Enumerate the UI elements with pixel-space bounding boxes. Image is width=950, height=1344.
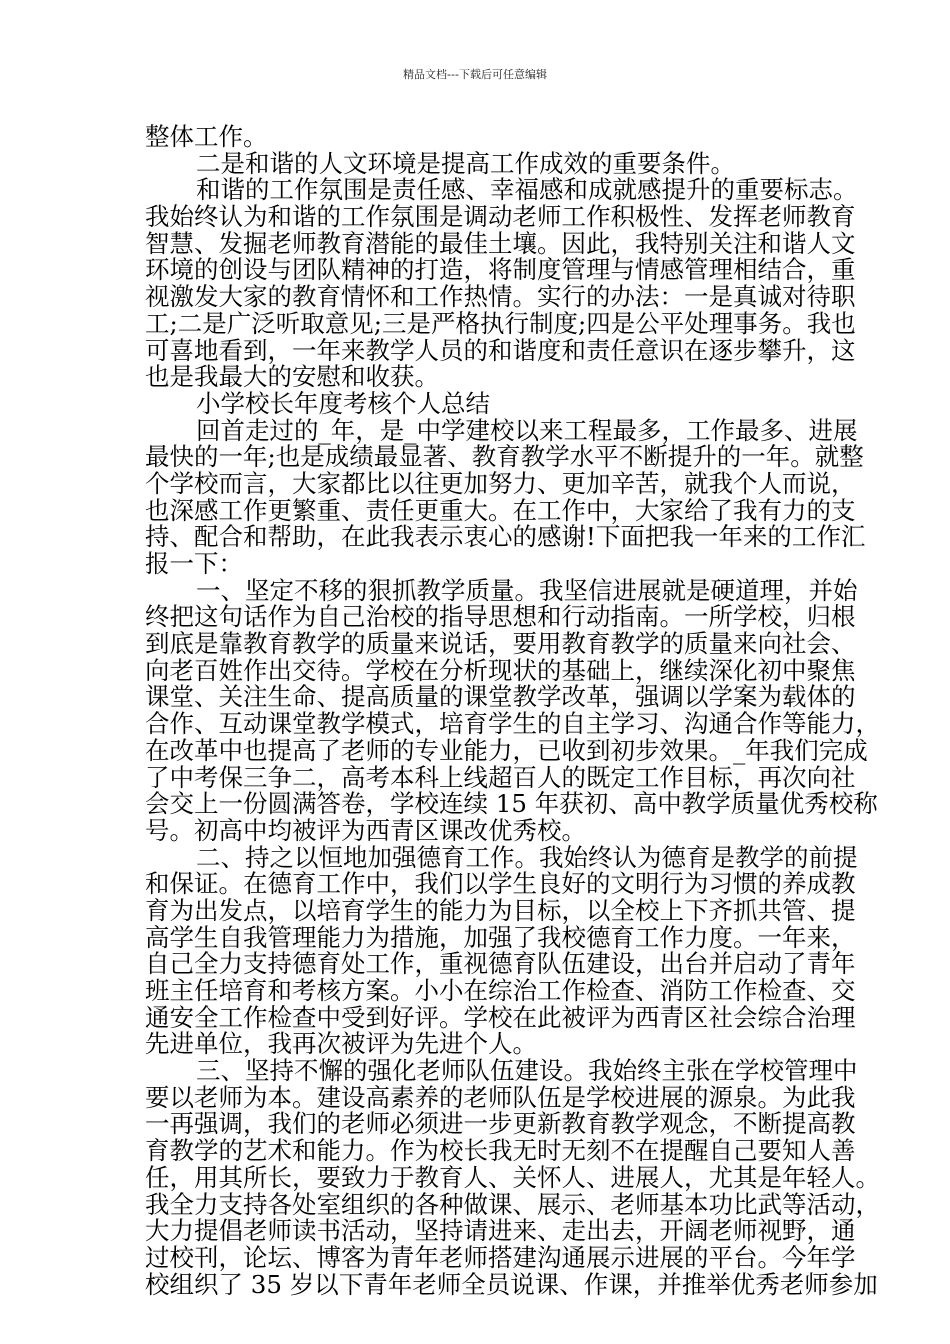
text-line: 到底是靠教育教学的质量来说话，要用教育教学的质量来向社会、 bbox=[145, 629, 856, 659]
text-line: 向老百姓作出交待。学校在分析现状的基础上，继续深化初中聚焦 bbox=[145, 655, 856, 685]
text-line: 二、持之以恒地加强德育工作。我始终认为德育是教学的前提 bbox=[196, 842, 858, 872]
text-line: 我始终认为和谐的工作氛围是调动老师工作积极性、发挥老师教育 bbox=[145, 202, 856, 232]
text-line: 也是我最大的安慰和收获。 bbox=[145, 362, 439, 392]
document-body bbox=[145, 122, 880, 1299]
text-line: 一、坚定不移的狠抓教学质量。我坚信进展就是硬道理，并始 bbox=[196, 575, 858, 605]
text-line: 视激发大家的教育情怀和工作热情。实行的办法：一是真诚对待职 bbox=[145, 282, 856, 312]
text-line: 任，用其所长，要致力于教育人、关怀人、进展人，尤其是年轻人。 bbox=[145, 1162, 880, 1192]
text-line: 班主任培育和考核方案。小小在综治工作检查、消防工作检查、交 bbox=[145, 976, 856, 1005]
text-line: 二是和谐的人文环境是提高工作成效的重要条件。 bbox=[196, 148, 735, 178]
text-line: 环境的创设与团队精神的打造，将制度管理与情感管理相结合，重 bbox=[145, 255, 856, 285]
text-line: 要以老师为本。建设高素养的老师队伍是学校进展的源泉。为此我 bbox=[145, 1082, 856, 1112]
text-line: 育为出发点，以培育学生的能力为目标，以全校上下齐抓共管、提 bbox=[145, 895, 856, 925]
text-line: 持、配合和帮助，在此我表示衷心的感谢!下面把我一年来的工作汇 bbox=[145, 522, 866, 552]
text-line: 号。初高中均被评为西青区课改优秀校。 bbox=[145, 815, 586, 845]
text-line: 会交上一份圆满答卷，学校连续 15 年获初、高中教学质量优秀校称 bbox=[145, 789, 878, 819]
text-line: 整体工作。 bbox=[145, 122, 268, 151]
text-line: 大力提倡老师读书活动，坚持请进来、走出去，开阔老师视野，通 bbox=[145, 1216, 856, 1246]
text-line: 校组织了 35 岁以下青年老师全员说课、作课，并推举优秀老师参加 bbox=[145, 1269, 878, 1299]
text-line: 智慧、发掘老师教育潜能的最佳土壤。因此，我特别关注和谐人文 bbox=[145, 228, 856, 258]
text-line: 和保证。在德育工作中，我们以学生良好的文明行为习惯的养成教 bbox=[145, 869, 856, 899]
text-line: 了中考保三争二，高考本科上线超百人的既定工作目标，再次向社 bbox=[145, 762, 856, 792]
text-line: 过校刊，论坛、博客为青年老师搭建沟通展示进展的平台。今年学 bbox=[145, 1242, 856, 1272]
text-line: 在改革中也提高了老师的专业能力，已收到初步效果。_年我们完成 bbox=[145, 735, 868, 765]
text-line: 自己全力支持德育处工作，重视德育队伍建设，出台并启动了青年 bbox=[145, 949, 856, 979]
text-line: 三、坚持不懈的强化老师队伍建设。我始终主张在学校管理中 bbox=[196, 1056, 858, 1086]
text-line: 先进单位，我再次被评为先进个人。 bbox=[145, 1029, 537, 1059]
text-line: 报一下： bbox=[145, 549, 243, 578]
text-line: 也深感工作更繁重、责任更重大。在工作中，大家给了我有力的支 bbox=[145, 495, 856, 525]
text-line: 个学校而言，大家都比以往更加努力、更加辛苦，就我个人而说， bbox=[145, 468, 856, 498]
text-line: 高学生自我管理能力为措施，加强了我校德育工作力度。一年来， bbox=[145, 922, 856, 952]
text-line: 通安全工作检查中受到好评。学校在此被评为西青区社会综合治理 bbox=[145, 1002, 856, 1032]
text-line: 一再强调，我们的老师必须进一步更新教育教学观念，不断提高教 bbox=[145, 1109, 856, 1139]
text-line: 可喜地看到，一年来教学人员的和谐度和责任意识在逐步攀升，这 bbox=[145, 335, 856, 365]
text-line: 小学校长年度考核个人总结 bbox=[196, 388, 490, 418]
text-line: 工;二是广泛听取意见;三是严格执行制度;四是公平处理事务。我也 bbox=[145, 308, 856, 338]
text-line: 育教学的艺术和能力。作为校长我无时无刻不在提醒自己要知人善 bbox=[145, 1136, 856, 1166]
text-line: 我全力支持各处室组织的各种做课、展示、老师基本功比武等活动， bbox=[145, 1189, 880, 1219]
text-line: 回首走过的_年，是_中学建校以来工程最多，工作最多、进展 bbox=[196, 415, 858, 445]
page-header: 精品文档---下载后可任意编辑 bbox=[403, 68, 547, 81]
text-line: 终把这句话作为自己治校的指导思想和行动指南。一所学校，归根 bbox=[145, 602, 856, 632]
text-line: 合作、互动课堂教学模式，培育学生的自主学习、沟通合作等能力， bbox=[145, 709, 880, 739]
text-line: 和谐的工作氛围是责任感、幸福感和成就感提升的重要标志。 bbox=[196, 175, 858, 205]
text-line: 最快的一年;也是成绩最显著、教育教学水平不断提升的一年。就整 bbox=[145, 442, 864, 472]
text-line: 课堂、关注生命、提高质量的课堂教学改革，强调以学案为载体的 bbox=[145, 682, 856, 712]
